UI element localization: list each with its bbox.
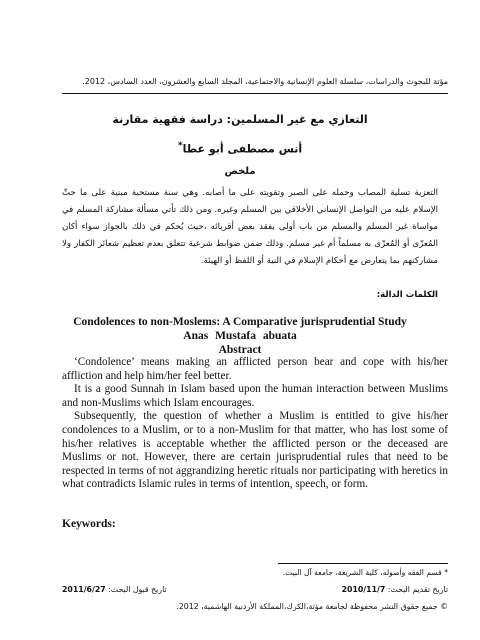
abstract-paragraph: Subsequently, the question of whether a Muslim is entitled to give his/her condolences to a Muslim, or to a non-Muslim for that matter, who has lost some of his/her relatives is acceptable whether the afflicted person or the deceased are Muslims or not. However, there are certain jurisprudential rules that need to be respected in terms of not aggrandizing heretic rituals nor participating with heretics in what contradicts Islamic rules in terms of intention, speech, or form. <box>62 410 448 491</box>
abstract-paragraph: It is a good Sunnah in Islam based upon the human interaction between Muslims and non-Muslims which Islam encourages. <box>62 383 448 409</box>
header-rule <box>62 93 448 94</box>
arabic-keywords-label: الكلمات الدالة: <box>376 290 438 300</box>
submitted-label: تاريخ تقديم البحث: <box>387 585 448 594</box>
author-footnote-mark: * <box>177 140 183 151</box>
english-author: Anas Mustafa abuata <box>183 330 297 342</box>
running-header: مؤتة للبحوث والدراسات، سلسلة العلوم الإنسانية والاجتماعية، المجلد السابع والعشرون، العدد السادس، 2012. <box>82 77 448 86</box>
accepted-date <box>62 585 167 594</box>
dates-row <box>62 585 448 597</box>
arabic-abstract: التعزية تسلية المصاب وحمله على الصبر وتقويته على ما أصابه. وهي سنة مستحبة مبنية على ما حثّ الإسلام عليه من التواصل الإنساني الأخلاقي بين المسلم وغيره. ومن ذلك تأتي مسألة مشاركة المسلم في مواساة غير المسلم والمسلم من باب أولى يفقد بعض أقربائه ،حيث يُحكم في ذلك بالجواز سواء أكان المُعزّى أو المُعزّى به مسلماً أم غير مسلم. وذلك ضمن ضوابط شرعية تتعلق بعدم تعظيم شعائر الكفار ولا مشاركتهم بما يتعارض مع أحكام الإسلام في النية أو اللفظ أو الهيئة. <box>62 188 438 266</box>
accepted-label: تاريخ قبول البحث: <box>108 585 167 594</box>
arabic-author-name: أنس مصطفى أبو عطا <box>182 142 303 156</box>
abstract-paragraph: ‘Condolence’ means making an afflicted person bear and cope with his/her affliction and help him/her feel better. <box>62 356 448 382</box>
english-abstract <box>62 356 448 492</box>
arabic-abstract-heading: ملخص <box>224 166 256 177</box>
submitted-date <box>342 585 448 594</box>
english-abstract-heading: Abstract <box>218 344 262 356</box>
copyright-notice: © جميع حقوق النشر محفوظة لجامعة مؤتة،الكرك،المملكة الأردنية الهاشمية، 2012. <box>176 602 448 611</box>
accepted-value: 2011/6/27 <box>62 585 106 594</box>
english-title: Condolences to non-Moslems: A Comparative jurisprudential Study <box>73 316 407 328</box>
arabic-author <box>60 140 420 156</box>
submitted-value: 2010/11/7 <box>341 585 386 594</box>
english-keywords-label: Keywords: <box>62 518 116 530</box>
footnote-rule <box>278 563 448 564</box>
affiliation-footnote: * قسم الفقه وأصوله، كلية الشريعة، جامعة آل البيت. <box>282 568 448 577</box>
arabic-title: التعازي مع غير المسلمين: دراسة فقهية مقارنة <box>112 113 368 126</box>
